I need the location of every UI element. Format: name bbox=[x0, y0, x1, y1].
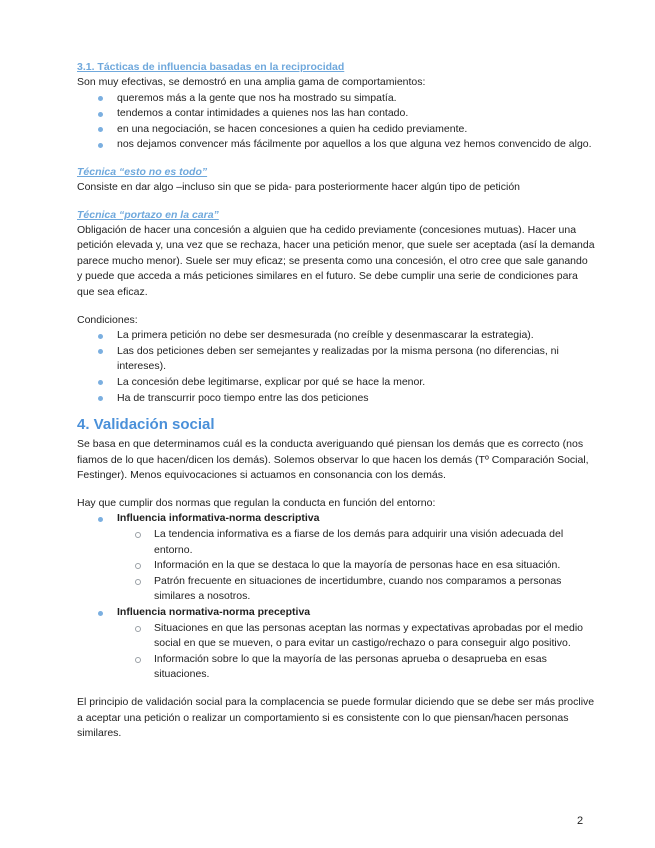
list-item: Patrón frecuente en situaciones de incertidumbre, cuando nos comparamos a personas similares a nosotros. bbox=[77, 574, 595, 605]
norma-preceptiva-sublist bbox=[77, 621, 595, 683]
list-item: Situaciones en que las personas aceptan las normas y expectativas aprobadas por el medio social en que se mueven, o para evitar un castigo/rechazo o para conseguir algo positivo. bbox=[77, 621, 595, 652]
section-3-1-heading: 3.1. Tácticas de influencia basadas en la reciprocidad bbox=[77, 61, 345, 73]
tecnica-esto-no-es-todo-text: Consiste en dar algo –incluso sin que se pida- para posteriormente hacer algún tipo de petición bbox=[77, 180, 521, 193]
tecnica-portazo-text: Obligación de hacer una concesión a alguien que ha cedido previamente (concesiones mutuas). Hacer una petición elevada y, una vez que se rechaza, hacer una petición menor, que suele ser aceptada (así la demanda parece mucho menor). Suele ser muy eficaz; se presenta como una concesión, el otro cree que sale ganando y puede que acceda a más peticiones similares en el futuro. Se debe cumplir una serie de condiciones para que sea eficaz. bbox=[77, 223, 595, 298]
reciprocity-list bbox=[77, 91, 595, 153]
list-item: tendemos a contar intimidades a quienes nos las han contado. bbox=[77, 106, 595, 122]
list-item: en una negociación, se hacen concesiones a quien ha cedido previamente. bbox=[77, 122, 595, 138]
list-item bbox=[77, 605, 595, 621]
list-item: Ha de transcurrir poco tiempo entre las dos peticiones bbox=[77, 391, 595, 407]
list-item: queremos más a la gente que nos ha mostrado su simpatía. bbox=[77, 91, 595, 107]
list-item: La tendencia informativa es a fiarse de los demás para adquirir una visión adecuada del entorno. bbox=[77, 527, 595, 558]
section-4-heading: 4. Validación social bbox=[77, 416, 215, 434]
list-item: nos dejamos convencer más fácilmente por aquellos a los que alguna vez hemos convencido de algo. bbox=[77, 137, 595, 153]
norma-descriptiva-sublist bbox=[77, 527, 595, 605]
list-item: Información sobre lo que la mayoría de las personas aprueba o desaprueba en esas situaciones. bbox=[77, 652, 595, 683]
tecnica-esto-no-es-todo-title: Técnica “esto no es todo” bbox=[77, 165, 208, 178]
normas-list-2 bbox=[77, 605, 595, 621]
section-4-conclusion: El principio de validación social para la complacencia se puede formular diciendo que se debe ser más proclive a aceptar una petición o realizar un comportamiento si es consistente con lo que piensan/hacen personas similares. bbox=[77, 696, 595, 740]
list-item: Las dos peticiones deben ser semejantes y realizadas por la misma persona (no diferencias, ni intereses). bbox=[77, 344, 595, 375]
list-item: La primera petición no debe ser desmesurada (no creíble y desenmascarar la estrategia). bbox=[77, 328, 595, 344]
list-item: La concesión debe legitimarse, explicar por qué se hace la menor. bbox=[77, 375, 595, 391]
section-3-1-intro: Son muy efectivas, se demostró en una amplia gama de comportamientos: bbox=[77, 76, 426, 88]
page-number: 2 bbox=[577, 815, 584, 827]
normas-intro: Hay que cumplir dos normas que regulan la conducta en función del entorno: bbox=[77, 496, 436, 509]
list-item: Información en la que se destaca lo que la mayoría de personas hace en esa situación. bbox=[77, 558, 595, 574]
norma-title: Influencia normativa-norma preceptiva bbox=[117, 606, 311, 619]
condiciones-list bbox=[77, 328, 595, 406]
condiciones-label: Condiciones: bbox=[77, 313, 138, 326]
normas-list bbox=[77, 511, 595, 527]
list-item bbox=[77, 511, 595, 527]
tecnica-portazo-title: Técnica “portazo en la cara” bbox=[77, 208, 219, 221]
norma-title: Influencia informativa-norma descriptiva bbox=[117, 512, 320, 525]
section-4-intro: Se basa en que determinamos cuál es la conducta averiguando qué piensan los demás que es correcto (nos fiamos de lo que hacen/dicen los demás). Solemos observar lo que hacen los demás (Tº Comparación Social, Festinger). Menos equivocaciones si actuamos en consonancia con los demás. bbox=[77, 438, 589, 482]
